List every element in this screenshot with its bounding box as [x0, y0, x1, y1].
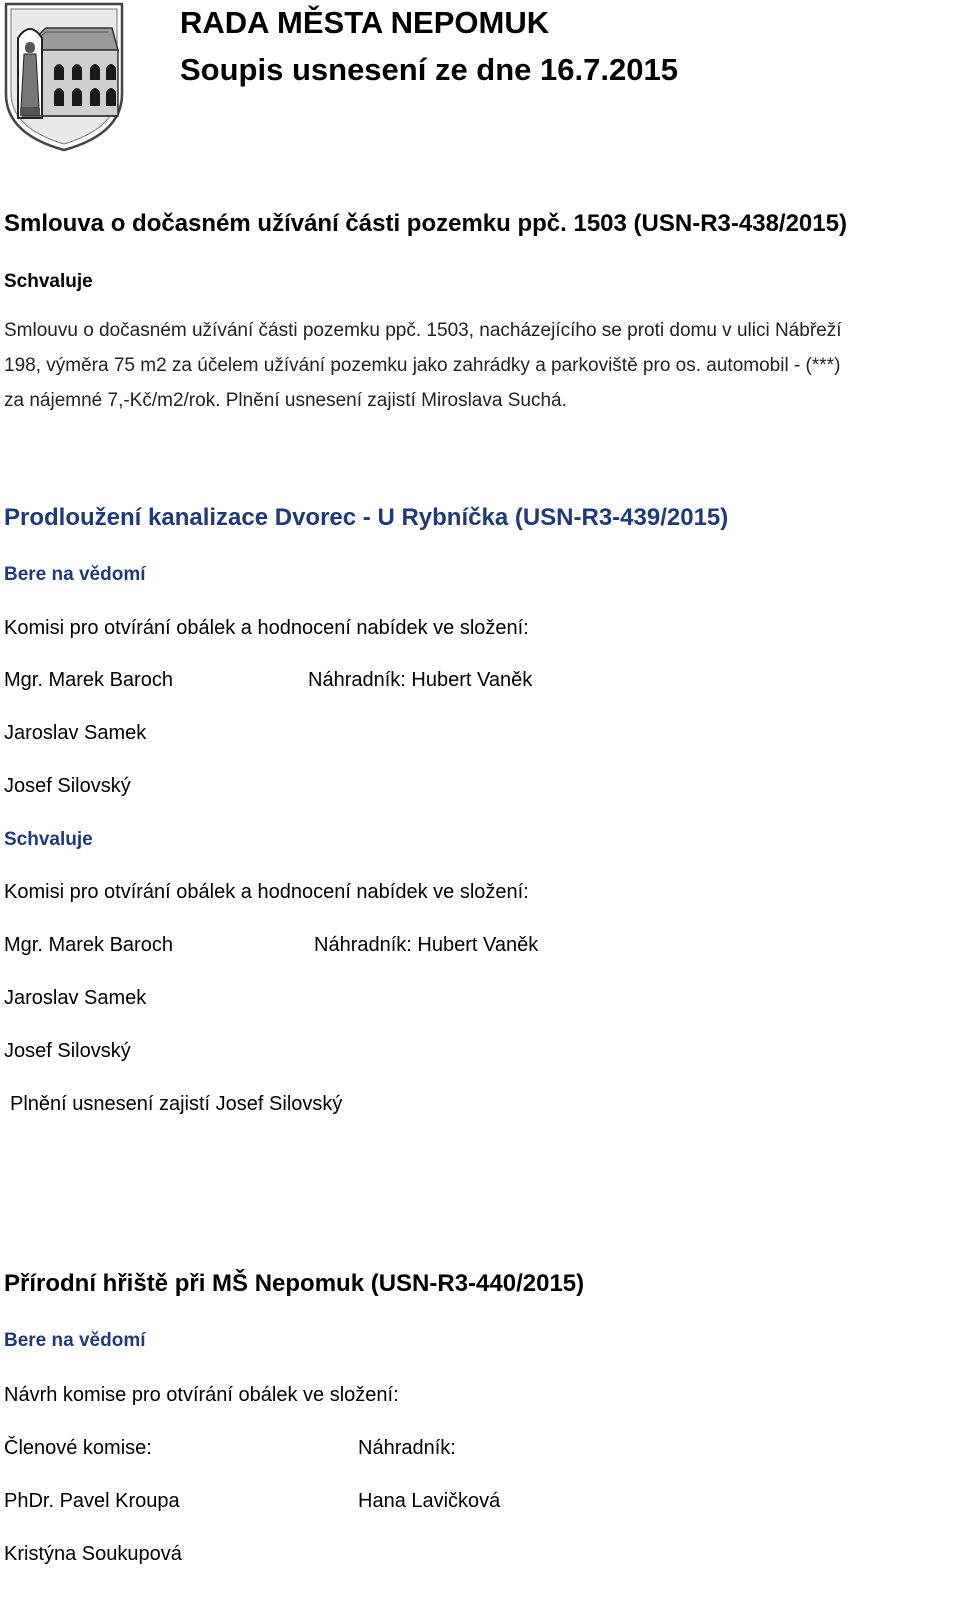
section-1-text-line-3: za nájemné 7,-Kč/m2/rok. Plnění usnesení zajistí Miroslava Suchá.	[4, 390, 567, 411]
section-3-members-header: Členové komise:	[4, 1437, 152, 1459]
section-1-text-line-1: Smlouvu o dočasném užívání části pozemku ppč. 1503, nacházejícího se proti domu v ulici Nábřeží	[4, 320, 842, 341]
page-subtitle: Soupis usnesení ze dne 16.7.2015	[180, 52, 678, 87]
section-3-intro: Návrh komise pro otvírání obálek ve složení:	[4, 1384, 399, 1406]
page-title: RADA MĚSTA NEPOMUK	[180, 5, 550, 40]
section-3-substitute-1: Hana Lavičková	[358, 1490, 501, 1512]
section-3-substitute-header: Náhradník:	[358, 1437, 456, 1459]
section-2-member-2b: Jaroslav Samek	[4, 987, 147, 1009]
section-3-member-1: PhDr. Pavel Kroupa	[4, 1490, 180, 1512]
section-1-heading: Smlouva o dočasném užívání části pozemku ppč. 1503 (USN-R3-438/2015)	[4, 210, 847, 237]
section-2-substitute-1: Náhradník: Hubert Vaněk	[308, 669, 533, 691]
section-3-label: Bere na vědomí	[4, 1330, 146, 1351]
section-2-intro-2: Komisi pro otvírání obálek a hodnocení nabídek ve složení:	[4, 881, 529, 903]
section-2-heading: Prodloužení kanalizace Dvorec - U Rybníčka (USN-R3-439/2015)	[4, 504, 729, 531]
section-3-heading: Přírodní hřiště při MŠ Nepomuk (USN-R3-440/2015)	[4, 1270, 585, 1297]
section-2-member-1c: Josef Silovský	[4, 775, 131, 797]
section-3-member-2: Kristýna Soukupová	[4, 1543, 182, 1565]
section-2-fulfillment: Plnění usnesení zajistí Josef Silovský	[10, 1093, 343, 1115]
section-2-member-1a: Mgr. Marek Baroch	[4, 669, 173, 691]
section-2-substitute-2: Náhradník: Hubert Vaněk	[314, 934, 539, 956]
section-2-member-1b: Jaroslav Samek	[4, 722, 147, 744]
section-2-intro-1: Komisi pro otvírání obálek a hodnocení nabídek ve složení:	[4, 617, 529, 639]
section-1-text-line-2: 198, výměra 75 m2 za účelem užívání pozemku jako zahrádky a parkoviště pro os. automobil - (***)	[4, 355, 841, 376]
section-1-label: Schvaluje	[4, 271, 93, 292]
city-crest-logo	[2, 2, 126, 152]
section-2-member-2c: Josef Silovský	[4, 1040, 131, 1062]
section-2-member-2a: Mgr. Marek Baroch	[4, 934, 173, 956]
section-2-label-approve: Schvaluje	[4, 829, 93, 850]
section-2-label-acknowledge: Bere na vědomí	[4, 564, 146, 585]
